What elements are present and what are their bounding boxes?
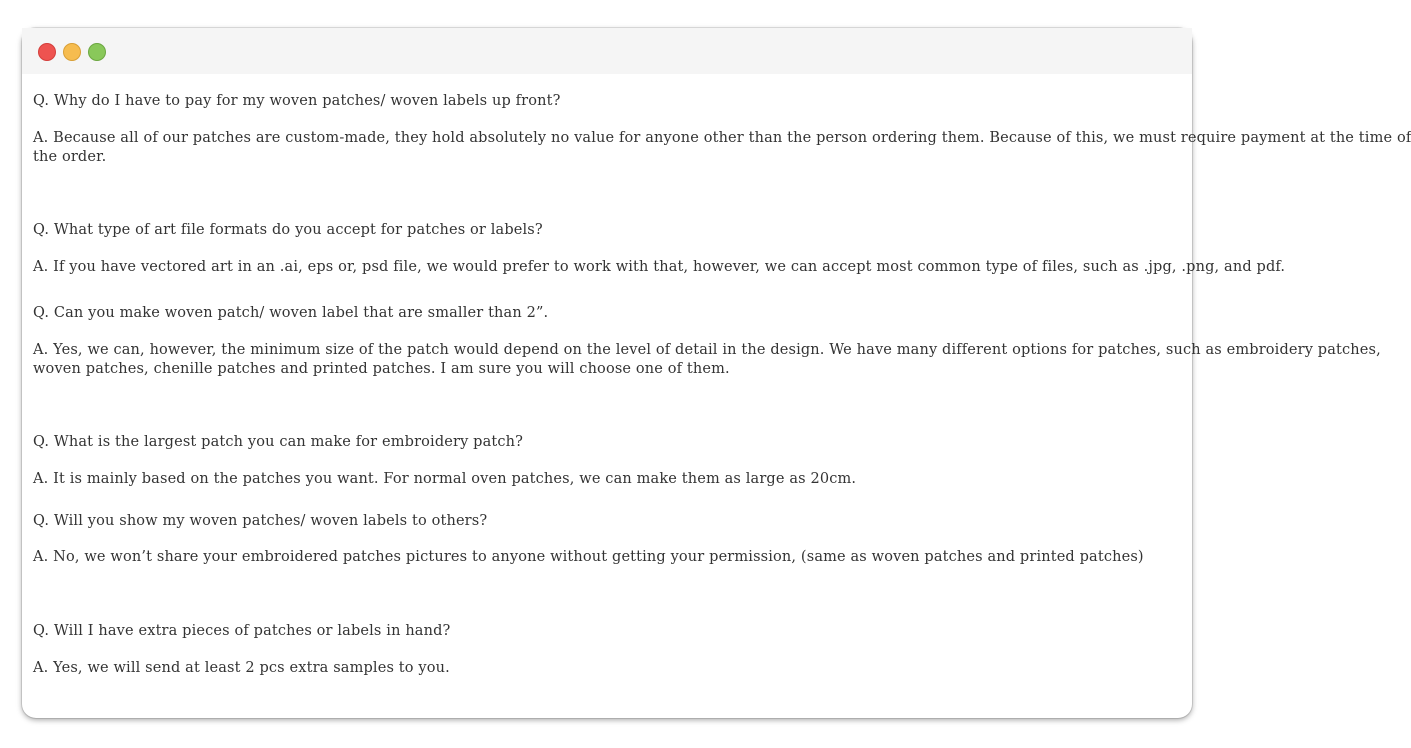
faq-question: Q. Will I have extra pieces of patches or labels in hand?	[33, 623, 451, 639]
faq-answer: A. Yes, we will send at least 2 pcs extra samples to you.	[33, 660, 450, 676]
faq-question: Q. What is the largest patch you can make for embroidery patch?	[33, 434, 524, 450]
faq-question: Q. Will you show my woven patches/ woven labels to others?	[33, 513, 488, 529]
faq-answer: A. Yes, we can, however, the minimum size of the patch would depend on the level of detail in the design. We have many different options for patches, such as embroidery patches,	[33, 342, 1381, 358]
faq-question: Q. Why do I have to pay for my woven patches/ woven labels up front?	[33, 93, 561, 109]
faq-content	[22, 74, 1411, 718]
faq-answer: A. If you have vectored art in an .ai, eps or, psd file, we would prefer to work with that, however, we can accept most common type of files, such as .jpg, .png, and pdf.	[33, 259, 1286, 275]
faq-answer: A. Because all of our patches are custom-made, they hold absolutely no value for anyone other than the person ordering them. Because of this, we must require payment at the time of	[33, 130, 1411, 146]
minimize-window-button[interactable]	[63, 43, 81, 61]
browser-window	[22, 28, 1411, 718]
maximize-window-button[interactable]	[88, 43, 106, 61]
faq-answer: woven patches, chenille patches and printed patches. I am sure you will choose one of them.	[33, 361, 730, 377]
close-window-button[interactable]	[38, 43, 56, 61]
faq-answer: A. No, we won’t share your embroidered patches pictures to anyone without getting your permission, (same as woven patches and printed patches)	[33, 549, 1144, 565]
faq-question: Q. What type of art file formats do you accept for patches or labels?	[33, 222, 543, 238]
faq-answer: the order.	[33, 149, 107, 165]
faq-answer: A. It is mainly based on the patches you want. For normal oven patches, we can make them as large as 20cm.	[33, 471, 857, 487]
window-titlebar	[22, 28, 1192, 74]
faq-question: Q. Can you make woven patch/ woven label that are smaller than 2”.	[33, 305, 549, 321]
